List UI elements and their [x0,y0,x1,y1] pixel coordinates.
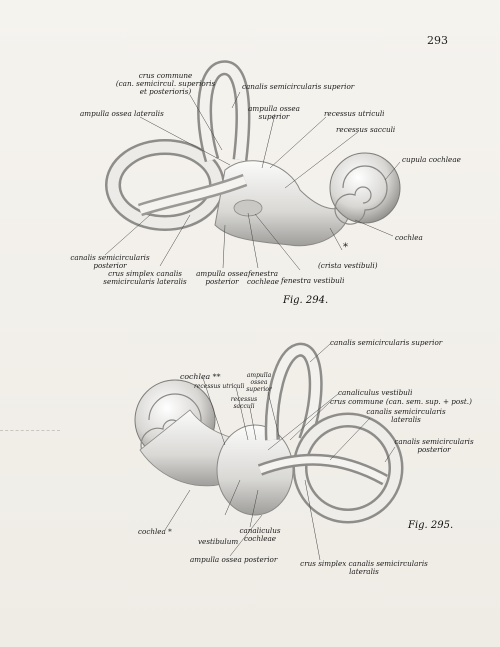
label-cupula-cochleae: cupula cochleae [402,155,461,164]
label-ampulla-posterior-2: ampulla ossea posterior [190,555,278,564]
page-number: 293 [427,34,448,47]
label-vestibulum: vestibulum [198,537,239,546]
figure-294-caption: Fig. 294. [283,295,329,306]
label-ampulla-posterior: ampulla ossea posterior [196,269,248,286]
label-canalis-posterior: canalis semicircularis posterior [70,253,150,270]
label-recessus-utriculi: recessus utriculi [324,109,385,118]
label-cochlea: cochlea [395,233,423,242]
label-canaliculus-vestibuli: canaliculus vestibuli [338,388,413,397]
figure-295-caption: Fig. 295. [408,520,454,531]
label-ampulla-lateralis: ampulla ossea lateralis [80,109,164,118]
label-canalis-lateralis: canalis semicircularis lateralis [366,407,446,424]
label-crus-simplex: crus simplex canalis semicircularis lateralis [103,269,187,286]
label-ampulla-superior-2: ampulla ossea superior [246,372,272,393]
label-fenestra-cochleae: fenestra cochleae [246,269,280,286]
label-crista-vestibuli: (crista vestibuli) [318,261,378,270]
label-crus-simplex-2: crus simplex canalis semicircularis lateralis [300,559,428,576]
label-recessus-sacculi: recessus sacculi [336,125,396,134]
label-ampulla-superior: ampulla ossea superior [248,104,300,121]
label-recessus-utriculi-2: recessus utriculi [194,383,245,390]
label-canalis-superior: canalis semicircularis superior [242,82,355,91]
label-canaliculus-cochleae: canaliculus cochleae [239,526,281,543]
label-cochlea-star: cochlea * [138,527,172,536]
label-fenestra-vestibuli: fenestra vestibuli [281,276,345,285]
label-recessus-sacculi-2: recessus sacculi [230,396,258,410]
label-canalis-superior-2: canalis semicircularis superior [330,338,443,347]
label-canalis-posterior-2: canalis semicircularis posterior [394,437,474,454]
label-crus-commune: crus commune (can. semicircul. superioris et posterioris) [115,71,216,96]
label-crus-commune-2: crus commune (can. sem. sup. + post.) [330,397,472,406]
label-asterisk: * [343,242,348,253]
label-cochlea-double-star: cochlea ** [180,372,221,381]
